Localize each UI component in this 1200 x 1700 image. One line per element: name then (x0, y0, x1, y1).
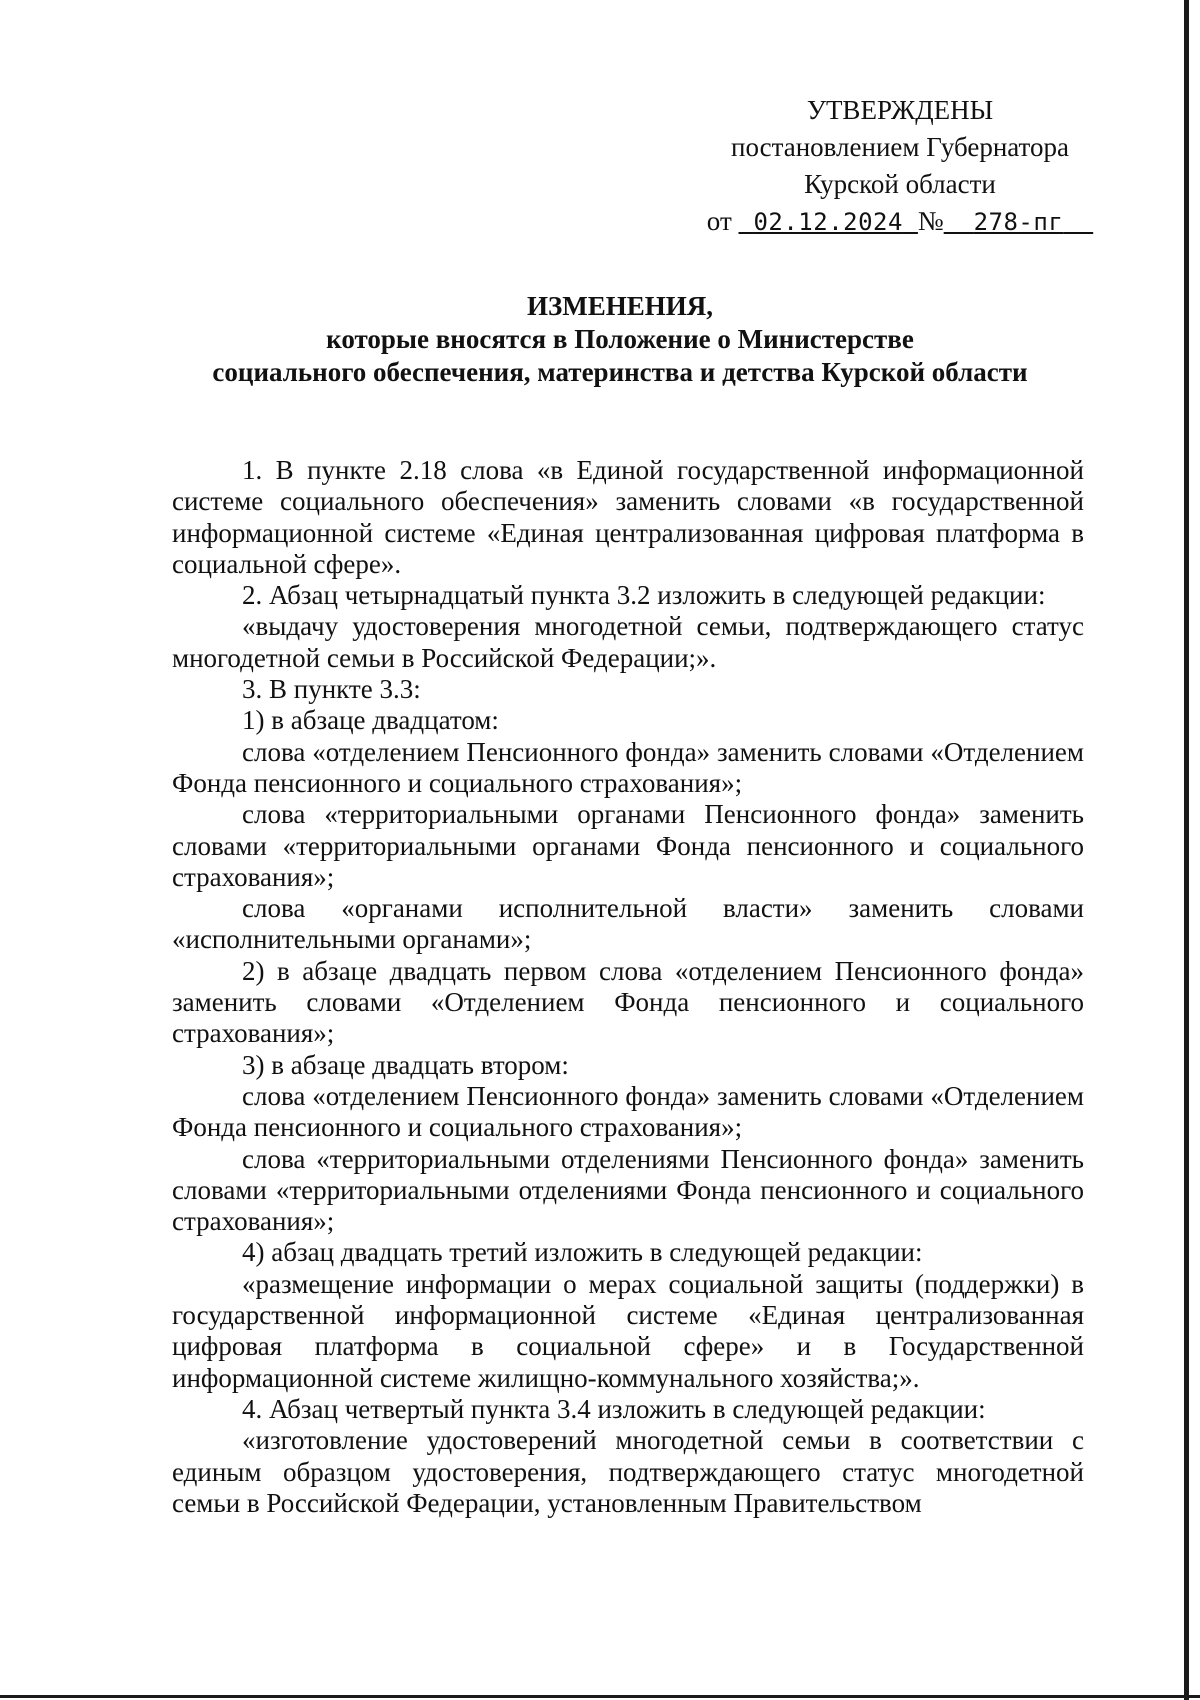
decree-date: 02.12.2024 (753, 208, 903, 236)
title-subtitle-1: которые вносятся в Положение о Министерстве (326, 324, 914, 354)
paragraph: 2. Абзац четырнадцатый пункта 3.2 изложить в следующей редакции: (242, 580, 1046, 611)
document-title (120, 290, 1120, 389)
date-prefix: от (706, 206, 732, 236)
paragraph: 3) в абзаце двадцать втором: (242, 1049, 569, 1080)
paragraph: 3. В пункте 3.3: (242, 674, 421, 705)
approval-heading: УТВЕРЖДЕНЫ (806, 95, 994, 125)
paragraph: слова «отделением Пенсионного фонда» заменить словами «Отделением Фонда пенсионного и социального страхования»; (172, 736, 1084, 798)
paragraph: «выдачу удостоверения многодетной семьи, подтверждающего статус многодетной семьи в Российской Федерации;». (172, 611, 1084, 673)
title-main: ИЗМЕНЕНИЯ, (526, 291, 713, 321)
title-subtitle-2: социального обеспечения, материнства и детства Курской области (212, 357, 1028, 387)
approval-line-2: Курской области (804, 169, 996, 199)
approval-line-1: постановлением Губернатора (731, 132, 1069, 162)
paragraph: 4. Абзац четвертый пункта 3.4 изложить в следующей редакции: (242, 1393, 986, 1424)
paragraph: 2) в абзаце двадцать первом слова «отделением Пенсионного фонда» заменить словами «Отделением Фонда пенсионного и социального страхования»; (172, 955, 1084, 1049)
document-body (172, 455, 1084, 1519)
paragraph: слова «органами исполнительной власти» заменить словами «исполнительными органами»; (172, 893, 1084, 955)
scan-border-right (1184, 0, 1189, 1700)
decree-number: 278-пг (973, 208, 1064, 236)
scan-border-bottom (0, 1695, 1200, 1698)
number-prefix: № (917, 206, 944, 236)
paragraph: «размещение информации о мерах социальной защиты (поддержки) в государственной информационной системе «Единая централизованная цифровая платформа в социальной сфере» и в Государственной информационной системе жилищно-коммунального хозяйства;». (172, 1268, 1084, 1393)
paragraph: 1. В пункте 2.18 слова «в Единой государственной информационной системе социального обеспечения» заменить словами «в государственной информационной системе «Единая централизованная цифровая платформа в социальной сфере». (172, 455, 1084, 579)
approval-stamp-block (700, 92, 1100, 241)
paragraph: 4) абзац двадцать третий изложить в следующей редакции: (242, 1237, 923, 1268)
paragraph: «изготовление удостоверений многодетной семьи в соответствии с единым образцом удостоверения, подтверждающего статус многодетной семьи в Российской Федерации, установленным Правительством (172, 1425, 1084, 1518)
paragraph: слова «территориальными органами Пенсионного фонда» заменить словами «территориальными органами Фонда пенсионного и социального страхования»; (172, 799, 1084, 892)
paragraph: слова «территориальными отделениями Пенсионного фонда» заменить словами «территориальными отделениями Фонда пенсионного и социального страхования»; (172, 1143, 1084, 1237)
paragraph: слова «отделением Пенсионного фонда» заменить словами «Отделением Фонда пенсионного и социального страхования»; (172, 1080, 1084, 1143)
approval-date-line (700, 203, 1100, 241)
paragraph: 1) в абзаце двадцатом: (242, 705, 499, 736)
